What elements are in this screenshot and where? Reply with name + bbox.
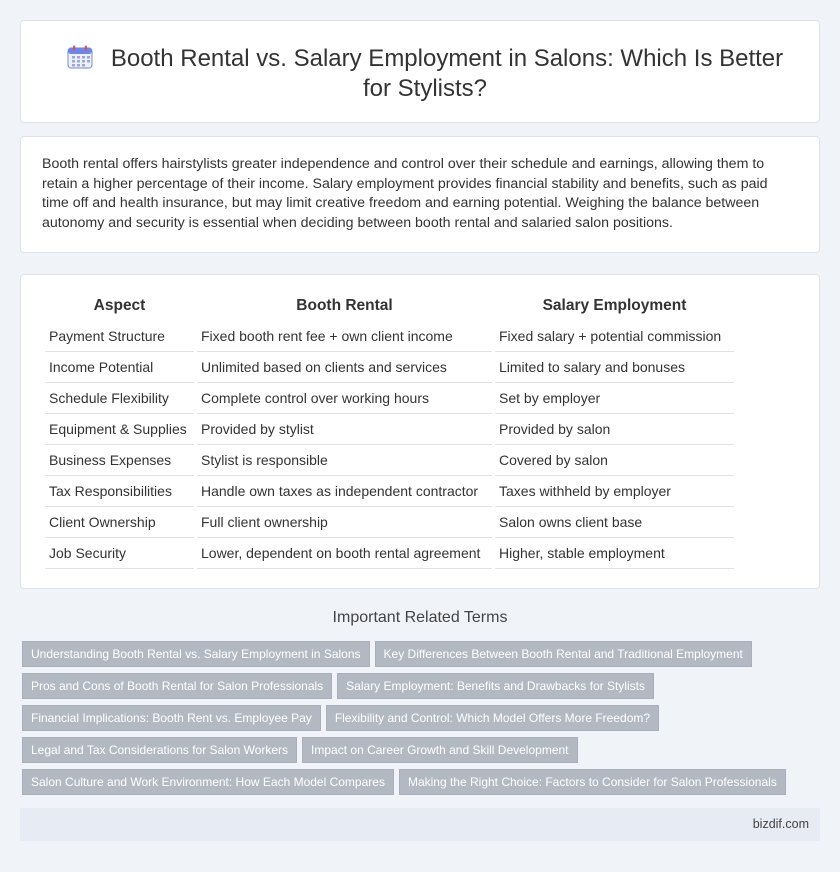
cell-aspect: Income Potential (45, 352, 194, 383)
related-term-link[interactable]: Flexibility and Control: Which Model Offers More Freedom? (326, 705, 659, 731)
cell-booth: Handle own taxes as independent contractor (197, 476, 492, 507)
related-term-link[interactable]: Legal and Tax Considerations for Salon Workers (22, 737, 297, 763)
table-row (45, 507, 734, 538)
cell-booth: Full client ownership (197, 507, 492, 538)
cell-booth: Stylist is responsible (197, 445, 492, 476)
cell-booth: Fixed booth rent fee + own client income (197, 321, 492, 352)
related-terms-heading: Important Related Terms (332, 609, 508, 626)
table-row (45, 538, 734, 569)
cell-salary: Covered by salon (495, 445, 734, 476)
related-term-link[interactable]: Making the Right Choice: Factors to Consider for Salon Professionals (399, 769, 786, 795)
cell-booth: Provided by stylist (197, 414, 492, 445)
tag-row (22, 641, 812, 673)
cell-salary: Salon owns client base (495, 507, 734, 538)
related-term-link[interactable]: Key Differences Between Booth Rental and Traditional Employment (375, 641, 752, 667)
table-row (45, 414, 734, 445)
related-terms-list (22, 641, 812, 801)
table-row (45, 321, 734, 352)
related-term-link[interactable]: Salon Culture and Work Environment: How Each Model Compares (22, 769, 394, 795)
cell-aspect: Business Expenses (45, 445, 194, 476)
header-aspect: Aspect (93, 297, 146, 314)
related-term-link[interactable]: Salary Employment: Benefits and Drawbacks for Stylists (337, 673, 654, 699)
table-row (45, 476, 734, 507)
cell-salary: Taxes withheld by employer (495, 476, 734, 507)
header-salary-employment: Salary Employment (542, 297, 687, 314)
cell-aspect: Client Ownership (45, 507, 194, 538)
page-title-wrap (61, 44, 789, 104)
tag-row (22, 705, 812, 737)
table-row (45, 352, 734, 383)
comparison-card (20, 274, 820, 589)
related-term-link[interactable]: Understanding Booth Rental vs. Salary Employment in Salons (22, 641, 370, 667)
cell-aspect: Equipment & Supplies (45, 414, 194, 445)
related-term-link[interactable]: Impact on Career Growth and Skill Development (302, 737, 577, 763)
tag-row (22, 737, 812, 769)
cell-aspect: Tax Responsibilities (45, 476, 194, 507)
cell-booth: Complete control over working hours (197, 383, 492, 414)
cell-aspect: Schedule Flexibility (45, 383, 194, 414)
cell-salary: Limited to salary and bonuses (495, 352, 734, 383)
related-term-link[interactable]: Pros and Cons of Booth Rental for Salon Professionals (22, 673, 332, 699)
cell-booth: Lower, dependent on booth rental agreement (197, 538, 492, 569)
intro-card (20, 136, 820, 253)
footer-brand-link[interactable]: bizdif.com (752, 817, 809, 831)
tag-row (22, 769, 812, 801)
tag-row (22, 673, 812, 705)
page-title: Booth Rental vs. Salary Employment in Salons: Which Is Better for Stylists? (110, 45, 784, 102)
calendar-icon (67, 45, 93, 69)
table-row (45, 445, 734, 476)
intro-text: Booth rental offers hairstylists greater independence and control over their schedule and earnings, allowing them to retain a higher percentage of their income. Salary employment provides financial stability and benefits, such as paid time off and health insurance, but may limit creative freedom and earning potential. Weighing the balance between autonomy and security is essential when deciding between booth rental and salaried salon positions. (42, 156, 768, 231)
cell-booth: Unlimited based on clients and services (197, 352, 492, 383)
title-card (20, 20, 820, 123)
cell-aspect: Payment Structure (45, 321, 194, 352)
cell-salary: Fixed salary + potential commission (495, 321, 734, 352)
header-booth-rental: Booth Rental (296, 297, 393, 314)
related-term-link[interactable]: Financial Implications: Booth Rent vs. Employee Pay (22, 705, 321, 731)
table-row (45, 383, 734, 414)
cell-salary: Higher, stable employment (495, 538, 734, 569)
table-header-row (45, 295, 734, 321)
cell-salary: Provided by salon (495, 414, 734, 445)
cell-salary: Set by employer (495, 383, 734, 414)
cell-aspect: Job Security (45, 538, 194, 569)
footer (20, 808, 820, 841)
comparison-table (42, 295, 737, 569)
